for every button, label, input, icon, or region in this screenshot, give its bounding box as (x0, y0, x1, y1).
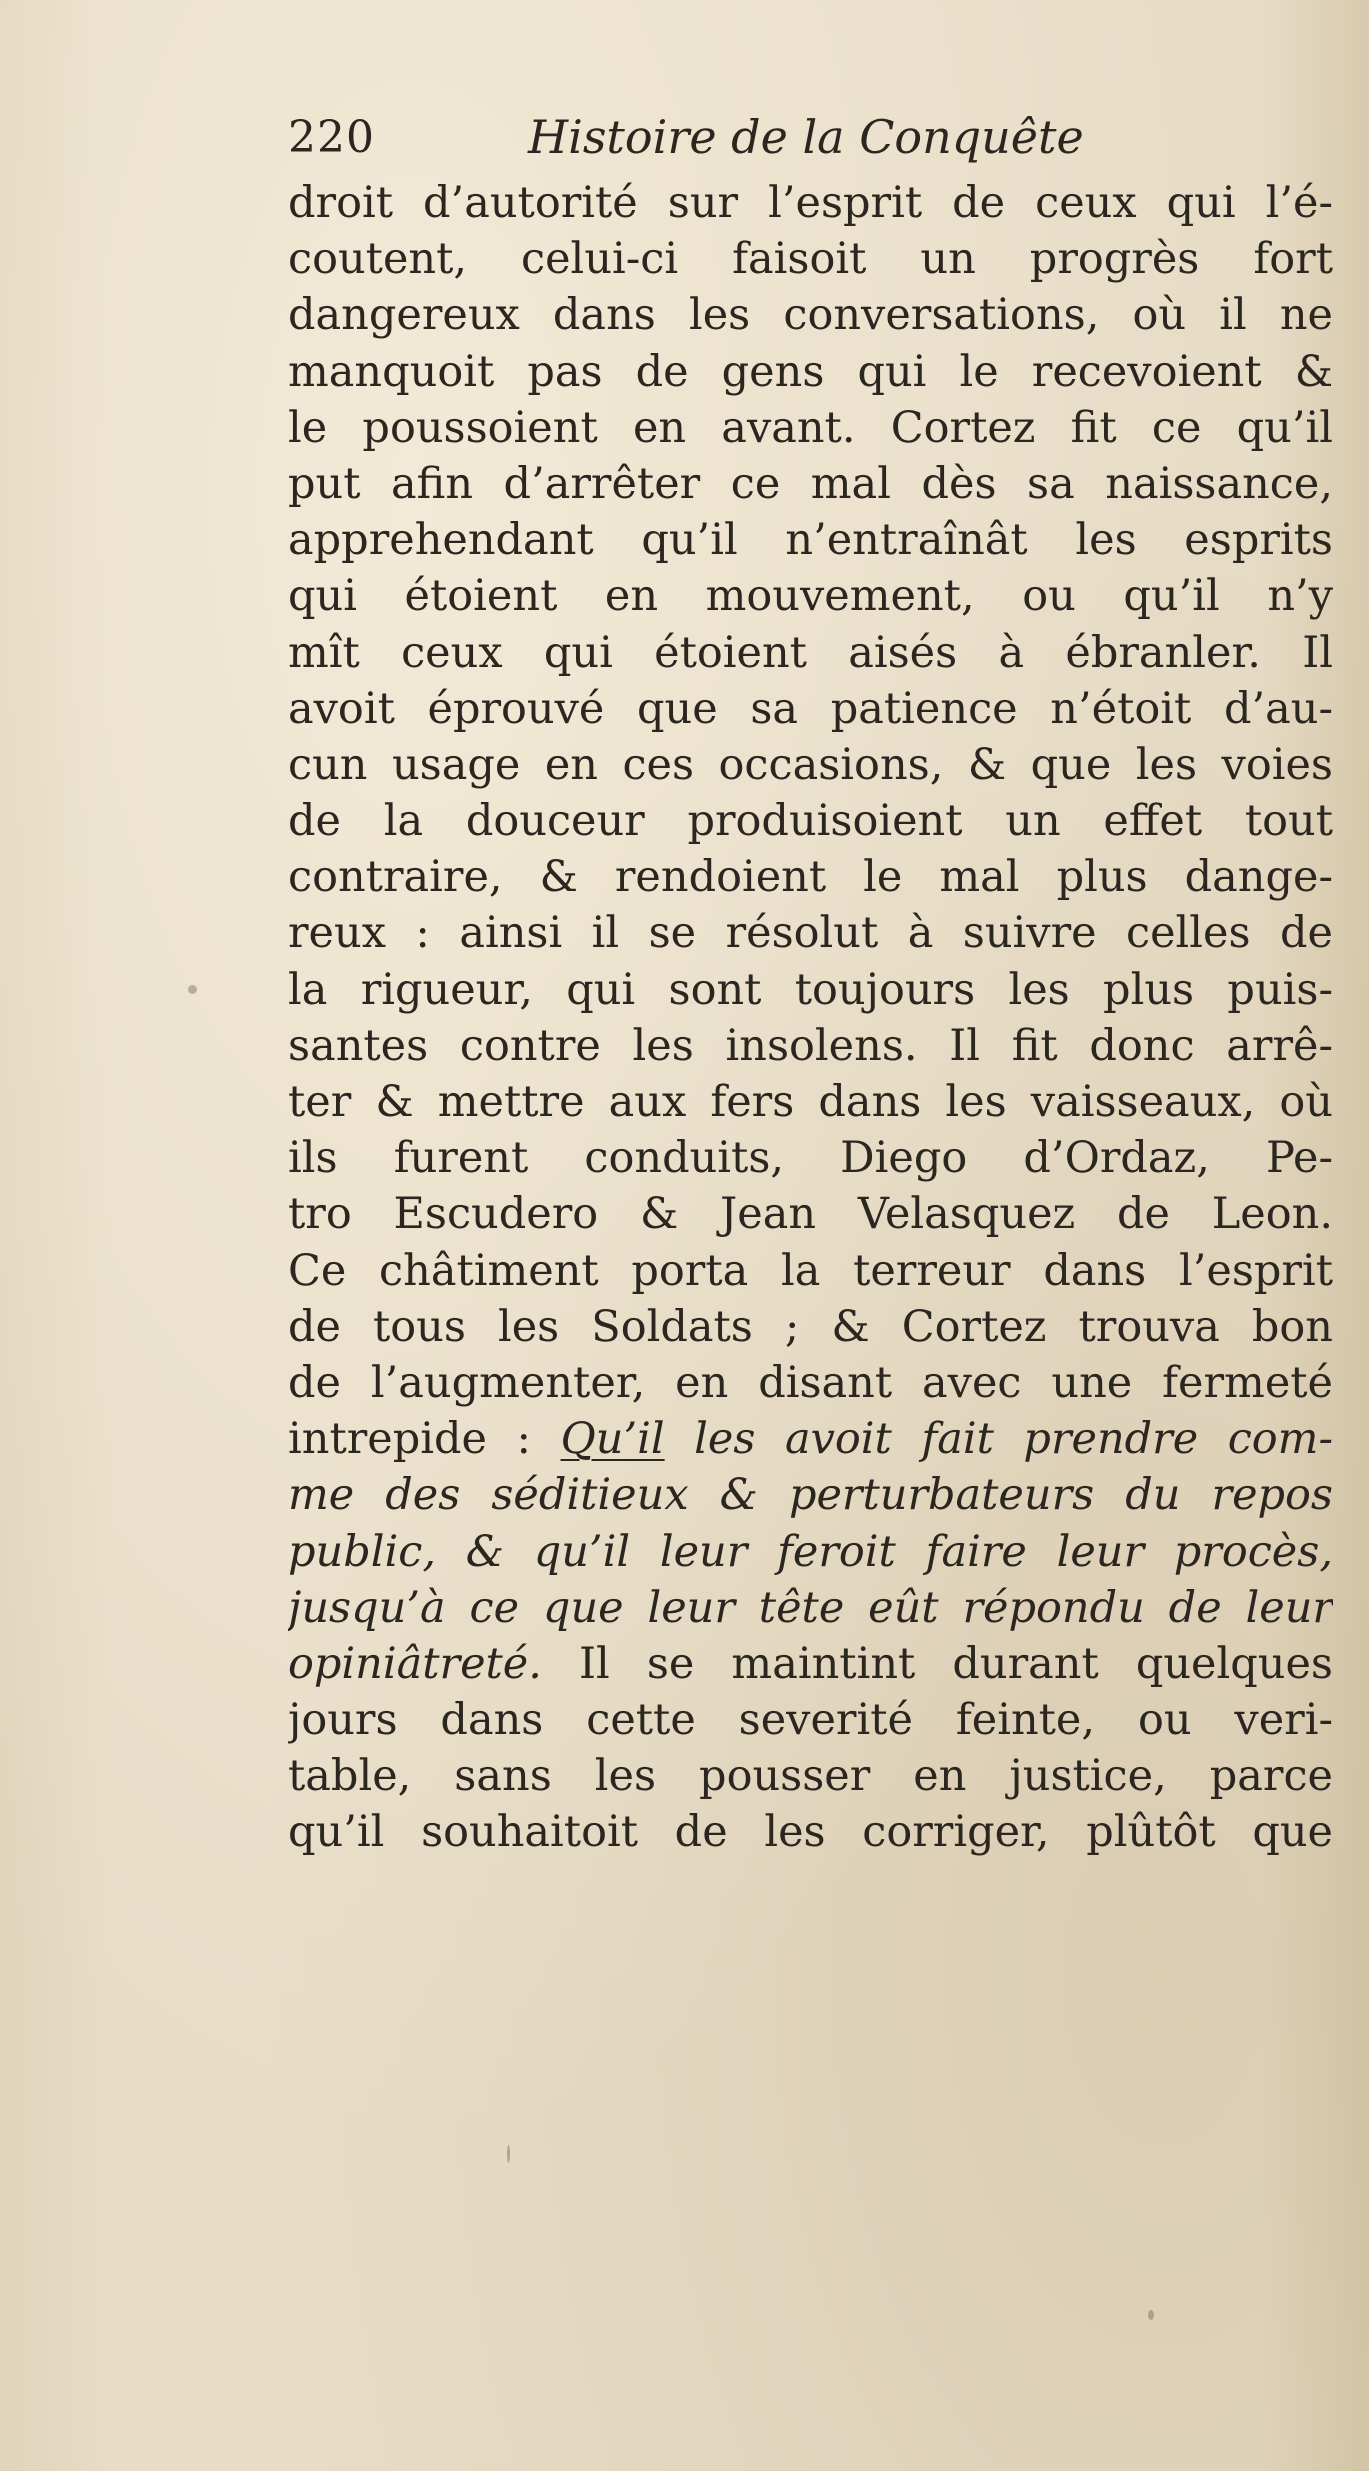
text-line (288, 1018, 1333, 1074)
running-title: Histoire de la Conquête (528, 110, 1084, 164)
text-line (288, 681, 1333, 737)
line-text: avoit éprouvé que sa patience n’étoit d’au- (288, 683, 1333, 734)
text-line (288, 1467, 1333, 1523)
line-it-text: me des séditieux & perturbateurs du repos (288, 1470, 1333, 1521)
text-line (288, 625, 1333, 681)
text-line (288, 1524, 1333, 1580)
text-line (288, 1074, 1333, 1130)
text-line (288, 175, 1333, 231)
text-line (288, 568, 1333, 624)
text-line (288, 1636, 1333, 1692)
line-text: le poussoient en avant. Cortez fit ce qu’il (288, 402, 1333, 453)
line-text: Ce châtiment porta la terreur dans l’esprit (288, 1245, 1333, 1296)
text-line (288, 1804, 1333, 1860)
line-ul-text: Qu’il (560, 1414, 665, 1465)
line-it-text: jusqu’à ce que leur tête eût répondu de leur (288, 1582, 1333, 1633)
line-text: droit d’autorité sur l’esprit de ceux qui l’é- (288, 178, 1333, 228)
line-text: ter & mettre aux fers dans les vaisseaux, où (288, 1077, 1333, 1127)
text-line (288, 1243, 1333, 1299)
text-line (288, 905, 1333, 961)
text-line (288, 793, 1333, 849)
text-line (288, 231, 1333, 287)
line-text: santes contre les insolens. Il fit donc arrê- (288, 1020, 1333, 1071)
text-line (288, 962, 1333, 1018)
line-text: cun usage en ces occasions, & que les voies (288, 739, 1333, 790)
text-line (288, 400, 1333, 456)
line-pre-text: intrepide : (288, 1414, 561, 1465)
line-text: coutent, celui-ci faisoit un progrès fort (288, 234, 1333, 285)
text-line (288, 344, 1333, 400)
line-text: reux : ainsi il se résolut à suivre celles de (288, 908, 1333, 959)
text-line (288, 849, 1333, 905)
text-line (288, 512, 1333, 568)
text-line (288, 1130, 1333, 1186)
line-text: dangereux dans les conversations, où il ne (288, 290, 1333, 341)
running-head (288, 112, 1148, 172)
line-text: put afin d’arrêter ce mal dès sa naissance, (288, 458, 1333, 509)
text-line (288, 1186, 1333, 1242)
text-line (288, 1692, 1333, 1748)
line-text: apprehendant qu’il n’entraînât les esprits (288, 515, 1333, 566)
line-text: qui étoient en mouvement, ou qu’il n’y (288, 571, 1333, 622)
text-line (288, 1299, 1333, 1355)
line-text: qu’il souhaitoit de les corriger, plûtôt que (288, 1807, 1333, 1858)
line-it-text: les avoit fait prendre com- (664, 1414, 1333, 1465)
text-line (288, 737, 1333, 793)
line-text: mît ceux qui étoient aisés à ébranler. Il (288, 627, 1333, 678)
line-text: tro Escudero & Jean Velasquez de Leon. (288, 1189, 1333, 1240)
text-line (288, 1748, 1333, 1804)
line-text: de tous les Soldats ; & Cortez trouva bon (288, 1301, 1333, 1352)
line-post-text: Il se maintint durant quelques (541, 1638, 1333, 1689)
line-text: jours dans cette severité feinte, ou veri- (288, 1695, 1333, 1746)
text-line (288, 1580, 1333, 1636)
page-number: 220 (288, 112, 375, 163)
ink-speck (1148, 2310, 1154, 2320)
line-text: table, sans les pousser en justice, parce (288, 1751, 1333, 1802)
line-text: de l’augmenter, en disant avec une fermeté (288, 1357, 1333, 1408)
line-text: la rigueur, qui sont toujours les plus puis- (288, 964, 1333, 1015)
line-it-text: public, & qu’il leur feroit faire leur procès, (288, 1526, 1333, 1577)
line-text: manquoit pas de gens qui le recevoient & (288, 346, 1333, 397)
ink-speck (188, 985, 197, 994)
text-line (288, 1411, 1333, 1467)
text-line (288, 287, 1333, 343)
line-it-text: opiniâtreté. (288, 1638, 542, 1689)
line-text: de la douceur produisoient un effet tout (288, 796, 1333, 847)
ink-speck (507, 2145, 510, 2163)
text-line (288, 456, 1333, 512)
line-text: contraire, & rendoient le mal plus dange- (288, 852, 1333, 903)
line-text: ils furent conduits, Diego d’Ordaz, Pe- (288, 1133, 1333, 1184)
body-text (288, 175, 1333, 1861)
text-line (288, 1355, 1333, 1411)
